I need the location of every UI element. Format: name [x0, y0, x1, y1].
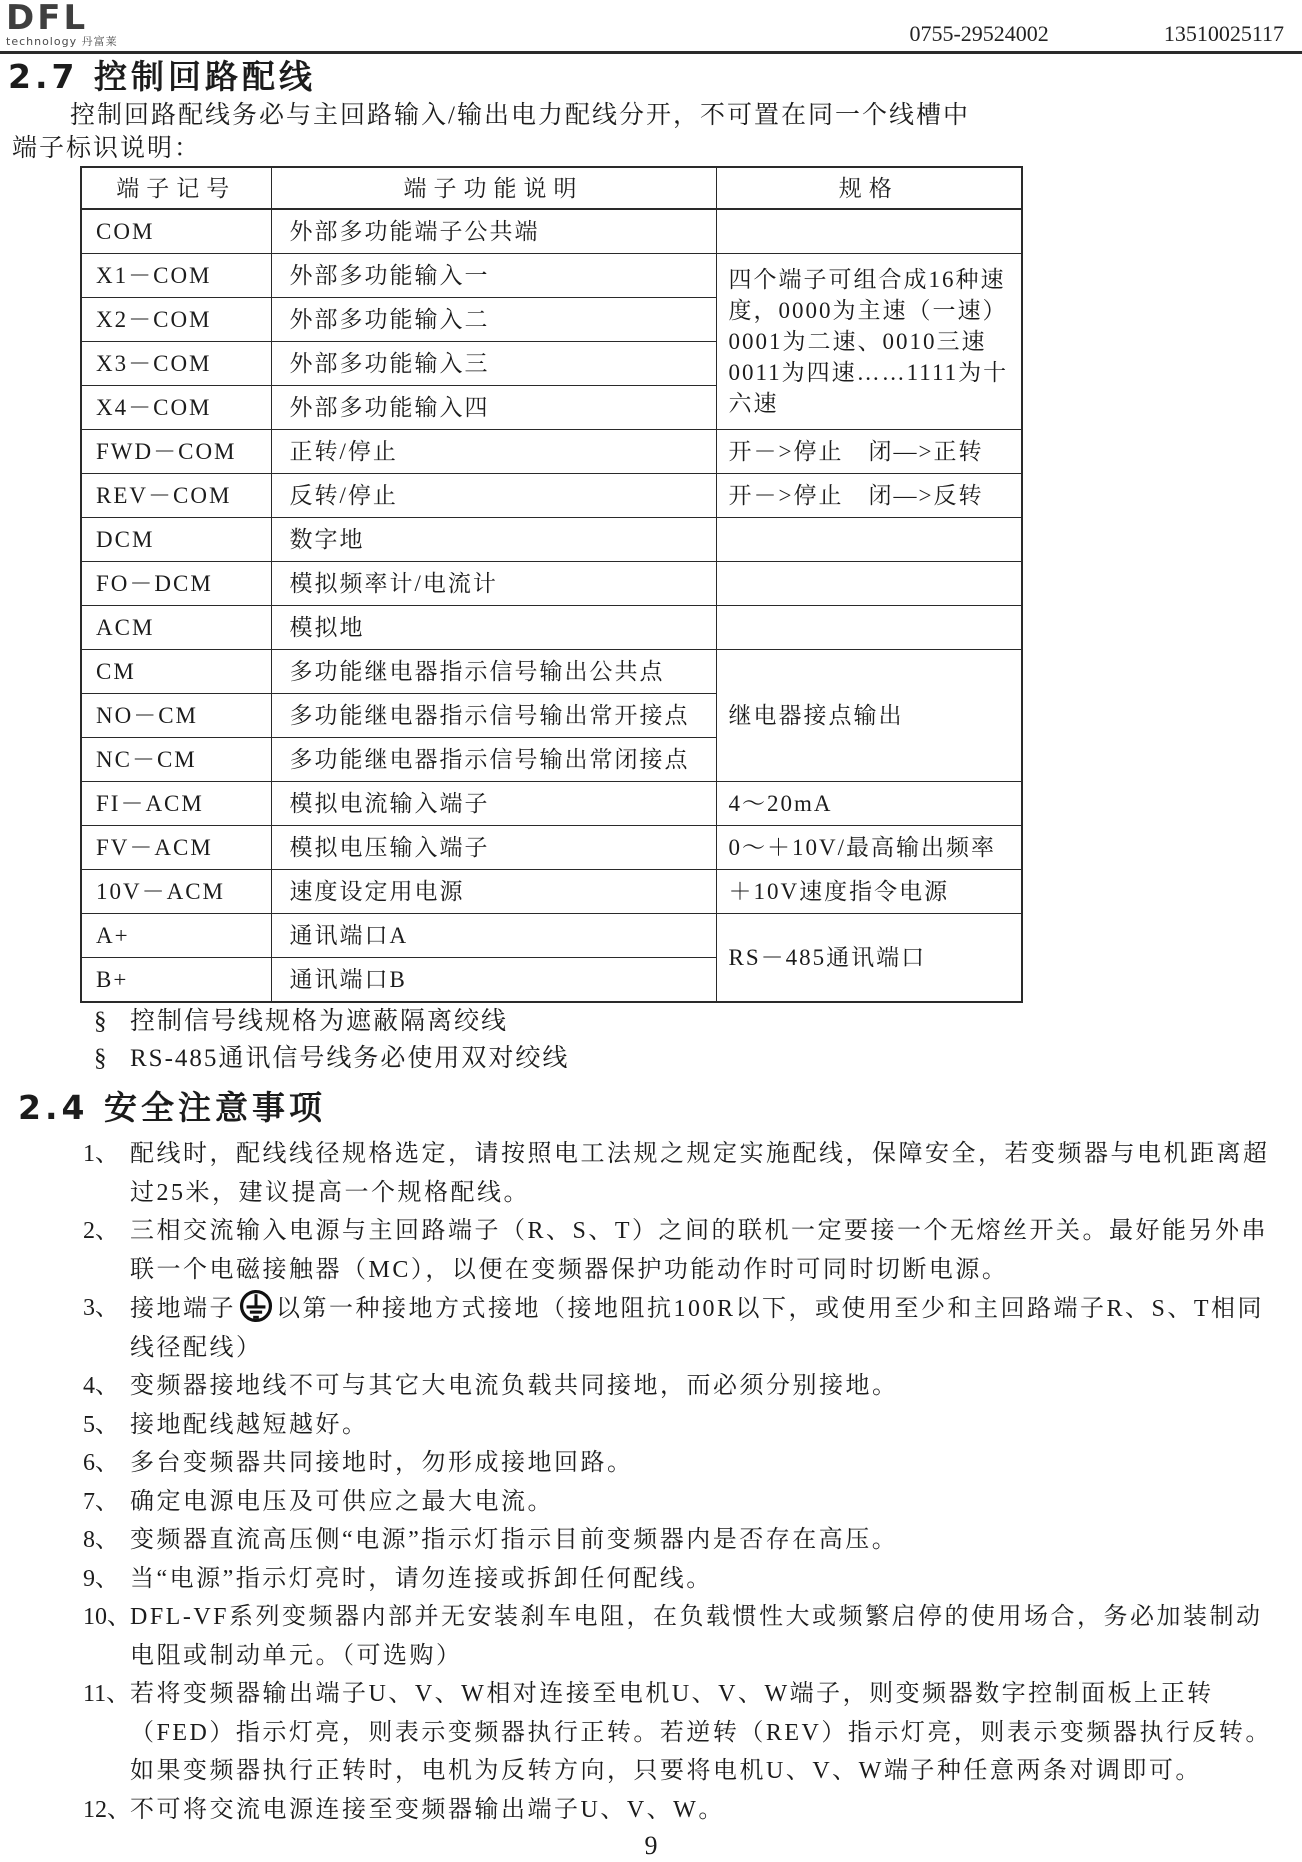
safety-item-number: 9、: [83, 1565, 119, 1592]
safety-item-text: 配线时，配线线径规格选定，请按照电工法规之规定实施配线，保障安全，若变频器与电机距离超过25米，建议提高一个规格配线。: [130, 1141, 1270, 1206]
terminal-name-cell: A+: [81, 914, 271, 958]
wiring-intro-text: 控制回路配线务必与主回路输入/输出电力配线分开，不可置在同一个线槽中: [70, 102, 970, 129]
terminal-spec-cell: ＋10V速度指令电源: [716, 870, 1022, 914]
safety-item: [0, 1791, 1302, 1830]
table-row: [81, 209, 1022, 254]
terminal-function-cell: 模拟电压输入端子: [271, 826, 716, 870]
terminal-spec-cell: 继电器接点输出: [716, 650, 1022, 782]
safety-item-number: 2、: [83, 1218, 119, 1244]
logo-sub-en: technology: [6, 35, 78, 48]
header-phones: [909, 21, 1296, 47]
terminal-name-cell: FWD－COM: [81, 430, 271, 474]
terminal-name-cell: FI－ACM: [81, 782, 271, 826]
wiring-note: [94, 1003, 1302, 1040]
safety-item: [0, 1406, 1302, 1445]
safety-item-text: 若将变频器输出端子U、V、W相对连接至电机U、V、W端子，则变频器数字控制面板上正转（FED）指示灯亮，则表示变频器执行正转。若逆转（REV）指示灯亮，则表示变频器执行反转。如果变频器执行正转时，电机为反转方向，只要将电机U、V、W端子种任意两条对调即可。: [130, 1681, 1272, 1784]
terminal-function-cell: 外部多功能输入二: [271, 298, 716, 342]
col-header-spec: 规格: [716, 167, 1022, 209]
safety-item-text: 多台变频器共同接地时，勿形成接地回路。: [130, 1450, 634, 1476]
safety-item: [0, 1560, 1302, 1599]
section-heading-safety: 2.4 安全注意事项: [18, 1088, 326, 1127]
terminal-spec-cell: [716, 209, 1022, 254]
section-sign: §: [94, 1008, 109, 1035]
wiring-note-text: RS-485通讯信号线务必使用双对绞线: [130, 1045, 570, 1072]
safety-item-text: 接地端子 以第一种接地方式接地（接地阻抗100R以下，或使用至少和主回路端子R、S、T相同线径配线）: [130, 1296, 1264, 1361]
terminal-spec-cell: 开－>停止 闭—>正转: [716, 430, 1022, 474]
safety-item-text: 三相交流输入电源与主回路端子（R、S、T）之间的联机一定要接一个无熔丝开关。最好能另外串联一个电磁接触器（MC），以便在变频器保护功能动作时可同时切断电源。: [130, 1218, 1269, 1283]
section-heading-wiring: 2.7 控制回路配线: [8, 57, 316, 96]
table-row: [81, 606, 1022, 650]
terminal-function-cell: 数字地: [271, 518, 716, 562]
table-row: [81, 430, 1022, 474]
wiring-note-text: 控制信号线规格为遮蔽隔离绞线: [130, 1008, 509, 1035]
safety-item-number: 3、: [83, 1295, 119, 1321]
table-row: [81, 826, 1022, 870]
table-row: [81, 474, 1022, 518]
table-row: [81, 254, 1022, 298]
safety-item-text: 接地配线越短越好。: [130, 1411, 369, 1438]
terminal-name-cell: X2－COM: [81, 298, 271, 342]
safety-item-number: 1、: [83, 1141, 119, 1167]
terminal-function-cell: 多功能继电器指示信号输出常闭接点: [271, 738, 716, 782]
terminal-name-cell: B+: [81, 958, 271, 1003]
safety-item-number: 11、: [83, 1681, 131, 1707]
terminal-name-cell: FO－DCM: [81, 562, 271, 606]
terminal-name-cell: X4－COM: [81, 386, 271, 430]
terminal-function-cell: 外部多功能输入三: [271, 342, 716, 386]
section-sign: §: [94, 1045, 109, 1072]
col-header-function: 端子功能说明: [271, 167, 716, 209]
terminal-spec-cell: [716, 606, 1022, 650]
logo-brand-text: DFL: [6, 0, 89, 38]
terminal-spec-cell: [716, 562, 1022, 606]
terminal-function-cell: 速度设定用电源: [271, 870, 716, 914]
safety-item: [0, 1598, 1302, 1675]
safety-item: [0, 1135, 1302, 1212]
terminal-name-cell: COM: [81, 209, 271, 254]
page-header: [0, 0, 1302, 54]
terminal-name-cell: REV－COM: [81, 474, 271, 518]
terminal-name-cell: X3－COM: [81, 342, 271, 386]
table-row: [81, 650, 1022, 694]
table-row: [81, 782, 1022, 826]
wiring-notes: [0, 1003, 1302, 1077]
terminal-name-cell: FV－ACM: [81, 826, 271, 870]
terminal-spec-cell: 四个端子可组合成16种速度，0000为主速（一速）0001为二速、0010三速 0011为四速……1111为十六速: [716, 254, 1022, 430]
terminal-name-cell: DCM: [81, 518, 271, 562]
terminal-function-cell: 外部多功能端子公共端: [271, 209, 716, 254]
terminal-name-cell: 10V－ACM: [81, 870, 271, 914]
col-header-terminal: 端子记号: [81, 167, 271, 209]
phone-number-1: 0755-29524002: [909, 21, 1049, 46]
safety-item: [0, 1212, 1302, 1289]
terminal-spec-cell: 4～20mA: [716, 782, 1022, 826]
terminal-spec-cell: 开－>停止 闭—>反转: [716, 474, 1022, 518]
terminal-name-cell: NO－CM: [81, 694, 271, 738]
safety-item: [0, 1367, 1302, 1406]
safety-item-text: 当“电源”指示灯亮时，请勿连接或拆卸任何配线。: [130, 1565, 713, 1592]
table-header-row: [81, 167, 1022, 209]
terminal-table-body: [81, 209, 1022, 1002]
protective-earth-icon: [239, 1289, 273, 1323]
terminal-spec-cell: [716, 518, 1022, 562]
company-logo: [6, 1, 118, 47]
safety-item: [0, 1289, 1302, 1367]
terminal-function-cell: 通讯端口B: [271, 958, 716, 1003]
safety-item: [0, 1521, 1302, 1560]
terminal-table: [80, 166, 1023, 1003]
safety-item-text: 变频器接地线不可与其它大电流负载共同接地，而必须分别接地。: [130, 1373, 899, 1399]
phone-number-2: 13510025117: [1163, 21, 1284, 46]
terminal-function-cell: 外部多功能输入一: [271, 254, 716, 298]
safety-item: [0, 1483, 1302, 1522]
safety-item-number: 6、: [83, 1450, 119, 1476]
safety-item: [0, 1675, 1302, 1791]
terminal-function-cell: 外部多功能输入四: [271, 386, 716, 430]
terminal-function-cell: 多功能继电器指示信号输出公共点: [271, 650, 716, 694]
safety-item-text: 变频器直流高压侧“电源”指示灯指示目前变频器内是否存在高压。: [130, 1527, 899, 1553]
table-label: 端子标识说明：: [12, 135, 202, 162]
safety-item-number: 5、: [83, 1411, 119, 1438]
terminal-function-cell: 通讯端口A: [271, 914, 716, 958]
terminal-function-cell: 正转/停止: [271, 430, 716, 474]
safety-item-text: 不可将交流电源连接至变频器输出端子U、V、W。: [130, 1796, 725, 1823]
terminal-name-cell: ACM: [81, 606, 271, 650]
wiring-note: [94, 1040, 1302, 1077]
terminal-function-cell: 模拟频率计/电流计: [271, 562, 716, 606]
safety-item-text: 确定电源电压及可供应之最大电流。: [130, 1488, 554, 1515]
terminal-name-cell: NC－CM: [81, 738, 271, 782]
table-row: [81, 914, 1022, 958]
terminal-name-cell: X1－COM: [81, 254, 271, 298]
terminal-spec-cell: 0～＋10V/最高输出频率: [716, 826, 1022, 870]
page-number: 9: [644, 1831, 658, 1860]
logo-subtitle: [6, 36, 118, 47]
table-row: [81, 870, 1022, 914]
safety-item-text: DFL-VF系列变频器内部并无安装刹车电阻，在负载惯性大或频繁启停的使用场合，务必加装制动电阻或制动单元。（可选购）: [130, 1604, 1263, 1669]
safety-item-number: 4、: [83, 1373, 119, 1399]
terminal-function-cell: 模拟地: [271, 606, 716, 650]
terminal-spec-cell: RS－485通讯端口: [716, 914, 1022, 1003]
terminal-function-cell: 多功能继电器指示信号输出常开接点: [271, 694, 716, 738]
safety-item-number: 10、: [83, 1604, 131, 1630]
terminal-name-cell: CM: [81, 650, 271, 694]
table-row: [81, 518, 1022, 562]
table-row: [81, 562, 1022, 606]
logo-sub-cn: 丹富莱: [81, 35, 118, 48]
terminal-function-cell: 模拟电流输入端子: [271, 782, 716, 826]
safety-item-number: 7、: [83, 1488, 119, 1515]
terminal-function-cell: 反转/停止: [271, 474, 716, 518]
safety-item-number: 12、: [83, 1796, 131, 1823]
safety-item-number: 8、: [83, 1527, 119, 1553]
safety-items-list: [0, 1135, 1302, 1829]
safety-item: [0, 1444, 1302, 1483]
